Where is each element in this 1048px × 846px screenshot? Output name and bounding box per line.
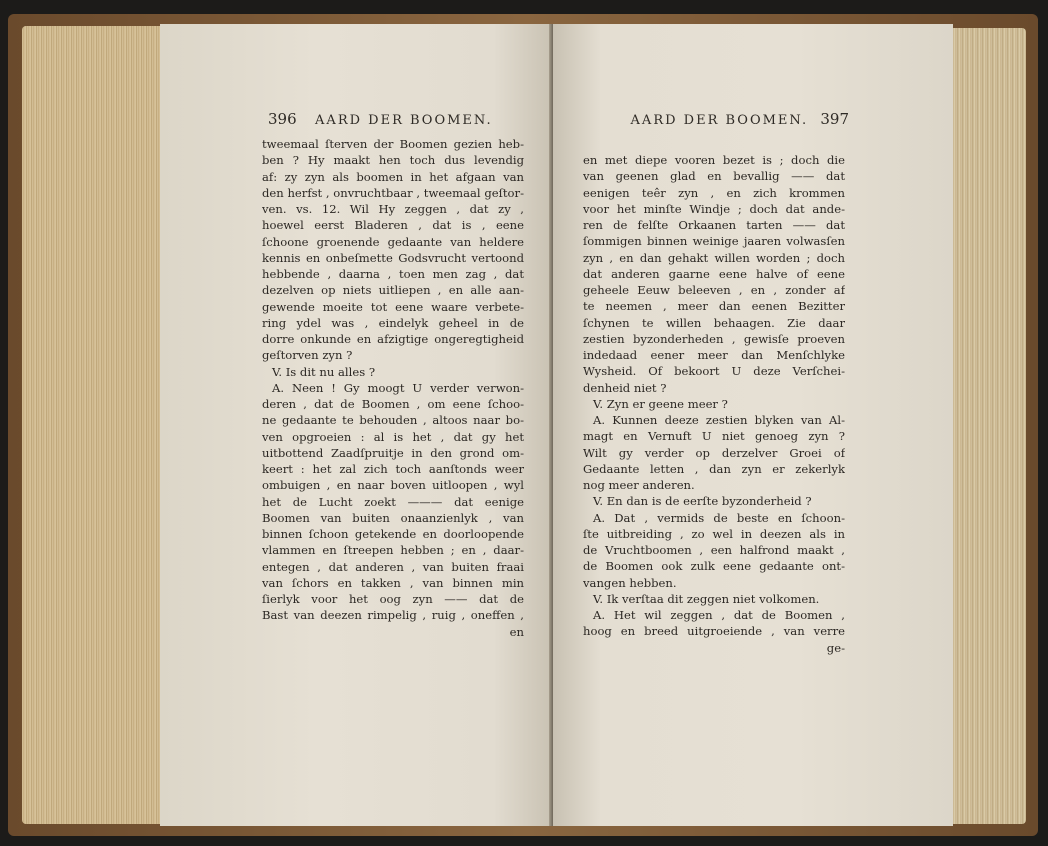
right-page [553,24,953,826]
text-line: dezelven op niets uitliepen , en alle aan- [262,283,524,298]
left-body-text [262,136,524,640]
text-line: van ſchors en takken , van binnen min [262,575,524,590]
text-line: magt en Vernuft U niet genoeg zyn ? [583,429,845,444]
text-line: vangen hebben. [583,575,677,590]
left-page [160,24,552,826]
text-line: Gedaante letten , dan zyn er zekerlyk [583,461,845,476]
text-line: V. En dan is de eerſte byzonderheid ? [593,494,812,509]
text-line: ge- [826,640,845,655]
text-line: A. Dat , vermids de beste en ſchoon- [593,510,845,525]
text-line: dorre onkunde en afzigtige ongeregtigheid [262,332,524,346]
text-line: ven. vs. 12. Wil Hy zeggen , dat zy , [262,202,524,216]
text-line: ſierlyk voor het oog zyn —— dat de [262,592,524,606]
text-line: ſchynen te willen behaagen. Zie daar [583,315,845,330]
text-line: A. Het wil zeggen , dat de Boomen , [593,608,845,622]
text-line: V. Ik verſtaa dit zeggen niet volkomen. [593,591,820,606]
text-line: zyn , en dan gehakt willen worden ; doch [583,250,845,265]
text-line: A. Neen ! Gy moogt U verder verwon- [272,380,524,395]
left-page-number: 396 [268,110,297,128]
text-line: hoog en breed uitgroeiende , van verre [583,624,845,639]
page-edges-left [22,26,170,824]
text-line: Wysheid. Of bekoort U deze Verſchei- [583,364,845,379]
right-running-head [599,110,849,132]
text-line: te neemen , meer dan eenen Bezitter [583,299,845,314]
text-line: ſommigen binnen weinige jaaren volwasſen [583,234,845,249]
text-line: ſte uitbreiding , zo wel in deezen als in [583,526,845,541]
text-line: af: zy zyn als boomen in het afgaan van [262,169,524,184]
text-line: vlammen en ſtreepen hebben ; en , daar- [262,543,524,558]
text-line: gewende moeite tot eene waare verbete- [262,299,524,314]
text-line: Wilt gy verder op derzelver Groei of [583,445,845,460]
text-line: geſtorven zyn ? [262,348,353,363]
text-line: hebbende , daarna , toen men zag , dat [262,267,524,281]
text-line: denheid niet ? [583,380,667,395]
text-line: ſchoone groenende gedaante van heldere [262,234,524,249]
text-line: voor het minſte Windje ; doch dat ande- [583,201,845,216]
text-line: de Vruchtboomen , een halfrond maakt , [583,543,845,557]
text-line: hoewel eerst Bladeren , dat is , eene [262,218,524,233]
page-edges-right [946,28,1026,824]
left-running-title: AARD DER BOOMEN. [315,113,493,128]
text-line: Bast van deezen rimpelig , ruig , oneffen , [262,608,524,623]
text-line: ombuigen , en naar boven uitloopen , wyl [262,478,524,493]
text-line: het de Lucht zoekt ——— dat eenige [262,494,524,509]
text-line: en met diepe vooren bezet is ; doch die [583,153,845,167]
text-line: van geenen glad en bevallig —— dat [583,169,845,184]
text-line: ren de felſte Orkaanen tarten —— dat [583,218,845,232]
text-line: nog meer anderen. [583,478,695,492]
text-line: entegen , dat anderen , van buiten fraai [262,559,524,574]
text-line: dat anderen gaarne eene halve of eene [583,266,845,281]
text-line: ben ? Hy maakt hen toch dus levendig [262,153,524,168]
text-line: kennis en onbeſmette Godsvrucht vertoond [262,250,524,265]
text-line: ne gedaante te behouden , altoos naar bo- [262,413,524,428]
text-line: den herfst , onvruchtbaar , tweemaal geſtor- [262,185,524,200]
text-line: uitbottend Zaadſpruitje in den grond om- [262,445,524,460]
text-line: Boomen van buiten onaanzienlyk , van [262,510,524,525]
text-line: tweemaal ſterven der Boomen gezien heb- [262,137,524,151]
right-page-number: 397 [820,110,849,128]
text-line: eenigen teêr zyn , en zich krommen [583,185,845,200]
right-body-text [583,152,845,656]
text-line: A. Kunnen deeze zestien blyken van Al- [593,413,845,427]
text-line: V. Is dit nu alles ? [272,364,376,379]
text-line: V. Zyn er geene meer ? [593,396,728,411]
text-line: ring ydel was , eindelyk geheel in de [262,315,524,330]
text-line: binnen ſchoon getekende en doorloopende [262,527,524,541]
text-line: deren , dat de Boomen , om eene ſchoo- [262,397,524,411]
text-line: zestien byzonderheden , gewisſe proeven [583,331,845,346]
text-line: de Boomen ook zulk eene gedaante ont- [583,559,845,574]
left-running-head [268,110,508,132]
text-line: indedaad eener meer dan Menſchlyke [583,348,845,362]
text-line: geheele Eeuw beleeven , en , zonder af [583,283,845,297]
text-line: en [509,624,524,639]
text-line: ven opgroeien : al is het , dat gy het [262,429,524,444]
text-line: keert : het zal zich toch aanſtonds weer [262,462,524,476]
right-running-title: AARD DER BOOMEN. [630,113,809,128]
